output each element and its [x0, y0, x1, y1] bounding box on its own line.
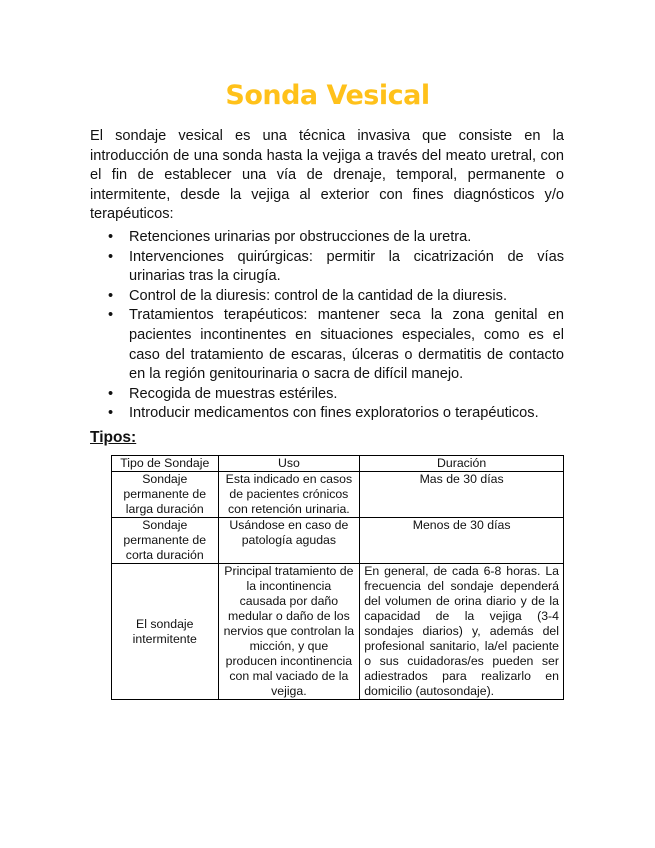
- table-cell: Sondaje permanente de larga duración: [112, 472, 219, 518]
- list-item: • Tratamientos terapéuticos: mantener seca la zona genital en pacientes incontinentes en situaciones especiales, como es el caso del tratamiento de escaras, úlceras o dermatitis de contacto en la región genitourinaria o sacra de difícil manejo.: [90, 306, 564, 384]
- table-cell: Menos de 30 días: [360, 518, 564, 564]
- table-cell: Principal tratamiento de la incontinencia causada por daño medular o daño de los nervios que controlan la micción, y que producen incontinencia con mal vaciado de la vejiga.: [218, 564, 360, 700]
- column-header-uso: Uso: [218, 456, 360, 472]
- table-cell: En general, de cada 6-8 horas. La frecuencia del sondaje dependerá del volumen de orina diario y de la capacidad de la vejiga (3-4 sondajes diarios) y, además del profesional sanitario, la/el paciente o sus cuidadoras/es pueden ser adiestrados para realizarlo en domicilio (autosondaje).: [360, 564, 564, 700]
- indications-list: [90, 228, 564, 424]
- column-header-tipo: Tipo de Sondaje: [112, 456, 219, 472]
- table-row: [112, 518, 564, 564]
- list-item: • Intervenciones quirúrgicas: permitir la cicatrización de vías urinarias tras la cirugía.: [90, 248, 564, 287]
- section-heading: Tipos:: [90, 429, 137, 446]
- table-header-row: [112, 456, 564, 472]
- list-item: • Control de la diuresis: control de la cantidad de la diuresis.: [90, 287, 564, 307]
- table-cell: Mas de 30 días: [360, 472, 564, 518]
- list-item: • Introducir medicamentos con fines exploratorios o terapéuticos.: [90, 404, 564, 424]
- table-cell: El sondaje intermitente: [112, 564, 219, 700]
- table-row: [112, 472, 564, 518]
- types-table: [111, 455, 564, 700]
- page-title: Sonda Vesical: [225, 80, 430, 111]
- list-item: • Retenciones urinarias por obstrucciones de la uretra.: [90, 228, 564, 248]
- intro-paragraph: El sondaje vesical es una técnica invasiva que consiste en la introducción de una sonda hasta la vejiga a través del meato uretral, con el fin de establecer una vía de drenaje, temporal, permanente o intermitente, desde la vejiga al exterior con fines diagnósticos y/o terapéuticos:: [90, 128, 564, 223]
- table-cell: Esta indicado en casos de pacientes crónicos con retención urinaria.: [218, 472, 360, 518]
- list-item: • Recogida de muestras estériles.: [90, 385, 564, 405]
- column-header-duracion: Duración: [360, 456, 564, 472]
- table-cell: Sondaje permanente de corta duración: [112, 518, 219, 564]
- table-row: [112, 564, 564, 700]
- table-cell: Usándose en caso de patología agudas: [218, 518, 360, 564]
